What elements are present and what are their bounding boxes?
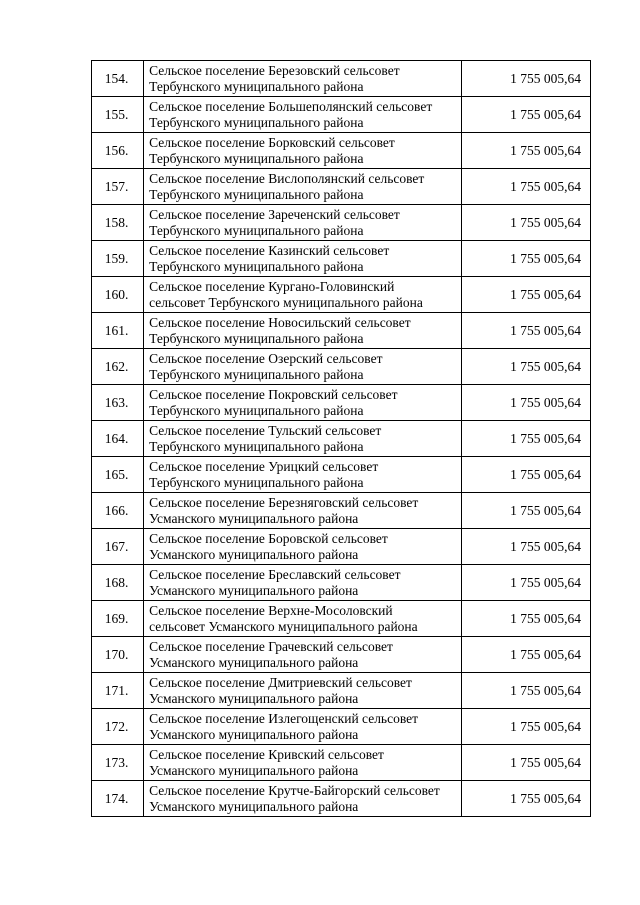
allocation-amount: 1 755 005,64 <box>461 529 590 565</box>
settlement-name: Сельское поселение Озерский сельсовет Тербунского муниципального района <box>144 349 462 385</box>
table-row <box>92 565 591 601</box>
table-row <box>92 745 591 781</box>
table-row <box>92 457 591 493</box>
table-row <box>92 709 591 745</box>
row-number: 161. <box>92 313 144 349</box>
row-number: 169. <box>92 601 144 637</box>
row-number: 166. <box>92 493 144 529</box>
allocation-amount: 1 755 005,64 <box>461 709 590 745</box>
allocation-amount: 1 755 005,64 <box>461 241 590 277</box>
allocation-table <box>91 60 591 817</box>
table-row <box>92 61 591 97</box>
allocation-amount: 1 755 005,64 <box>461 673 590 709</box>
settlement-name: Сельское поселение Бреславский сельсовет Усманского муниципального района <box>144 565 462 601</box>
settlement-name: Сельское поселение Новосильский сельсовет Тербунского муниципального района <box>144 313 462 349</box>
row-number: 174. <box>92 781 144 817</box>
row-number: 168. <box>92 565 144 601</box>
allocation-amount: 1 755 005,64 <box>461 601 590 637</box>
table-row <box>92 133 591 169</box>
row-number: 162. <box>92 349 144 385</box>
row-number: 167. <box>92 529 144 565</box>
settlement-name: Сельское поселение Зареченский сельсовет Тербунского муниципального района <box>144 205 462 241</box>
table-row <box>92 529 591 565</box>
settlement-name: Сельское поселение Крутче-Байгорский сельсовет Усманского муниципального района <box>144 781 462 817</box>
settlement-name: Сельское поселение Кургано-Головинский сельсовет Тербунского муниципального района <box>144 277 462 313</box>
allocation-amount: 1 755 005,64 <box>461 97 590 133</box>
row-number: 173. <box>92 745 144 781</box>
settlement-name: Сельское поселение Казинский сельсовет Тербунского муниципального района <box>144 241 462 277</box>
settlement-name: Сельское поселение Березовский сельсовет Тербунского муниципального района <box>144 61 462 97</box>
settlement-name: Сельское поселение Урицкий сельсовет Тербунского муниципального района <box>144 457 462 493</box>
settlement-name: Сельское поселение Верхне-Мосоловский сельсовет Усманского муниципального района <box>144 601 462 637</box>
row-number: 159. <box>92 241 144 277</box>
settlement-name: Сельское поселение Тульский сельсовет Тербунского муниципального района <box>144 421 462 457</box>
table-row <box>92 97 591 133</box>
table-row <box>92 637 591 673</box>
allocation-amount: 1 755 005,64 <box>461 565 590 601</box>
allocation-amount: 1 755 005,64 <box>461 493 590 529</box>
allocation-amount: 1 755 005,64 <box>461 745 590 781</box>
allocation-amount: 1 755 005,64 <box>461 61 590 97</box>
settlement-name: Сельское поселение Березняговский сельсовет Усманского муниципального района <box>144 493 462 529</box>
table-row <box>92 349 591 385</box>
row-number: 171. <box>92 673 144 709</box>
allocation-amount: 1 755 005,64 <box>461 205 590 241</box>
table-row <box>92 421 591 457</box>
settlement-name: Сельское поселение Большеполянский сельсовет Тербунского муниципального района <box>144 97 462 133</box>
allocation-amount: 1 755 005,64 <box>461 457 590 493</box>
table-row <box>92 385 591 421</box>
row-number: 164. <box>92 421 144 457</box>
row-number: 163. <box>92 385 144 421</box>
table-row <box>92 601 591 637</box>
row-number: 157. <box>92 169 144 205</box>
allocation-amount: 1 755 005,64 <box>461 385 590 421</box>
table-row <box>92 673 591 709</box>
row-number: 165. <box>92 457 144 493</box>
table-row <box>92 169 591 205</box>
settlement-name: Сельское поселение Грачевский сельсовет Усманского муниципального района <box>144 637 462 673</box>
table-row <box>92 781 591 817</box>
row-number: 170. <box>92 637 144 673</box>
allocation-amount: 1 755 005,64 <box>461 421 590 457</box>
allocation-amount: 1 755 005,64 <box>461 313 590 349</box>
allocation-amount: 1 755 005,64 <box>461 637 590 673</box>
allocation-amount: 1 755 005,64 <box>461 349 590 385</box>
allocation-amount: 1 755 005,64 <box>461 277 590 313</box>
settlement-name: Сельское поселение Покровский сельсовет Тербунского муниципального района <box>144 385 462 421</box>
settlement-name: Сельское поселение Дмитриевский сельсовет Усманского муниципального района <box>144 673 462 709</box>
settlement-name: Сельское поселение Излегощенский сельсовет Усманского муниципального района <box>144 709 462 745</box>
row-number: 156. <box>92 133 144 169</box>
settlement-name: Сельское поселение Кривский сельсовет Усманского муниципального района <box>144 745 462 781</box>
allocation-amount: 1 755 005,64 <box>461 169 590 205</box>
settlement-name: Сельское поселение Вислополянский сельсовет Тербунского муниципального района <box>144 169 462 205</box>
row-number: 154. <box>92 61 144 97</box>
table-body <box>92 61 591 817</box>
row-number: 158. <box>92 205 144 241</box>
table-row <box>92 241 591 277</box>
table-row <box>92 277 591 313</box>
allocation-amount: 1 755 005,64 <box>461 781 590 817</box>
row-number: 160. <box>92 277 144 313</box>
settlement-name: Сельское поселение Борковский сельсовет Тербунского муниципального района <box>144 133 462 169</box>
row-number: 172. <box>92 709 144 745</box>
table-row <box>92 493 591 529</box>
settlement-name: Сельское поселение Боровской сельсовет Усманского муниципального района <box>144 529 462 565</box>
row-number: 155. <box>92 97 144 133</box>
table-row <box>92 313 591 349</box>
table-row <box>92 205 591 241</box>
allocation-amount: 1 755 005,64 <box>461 133 590 169</box>
